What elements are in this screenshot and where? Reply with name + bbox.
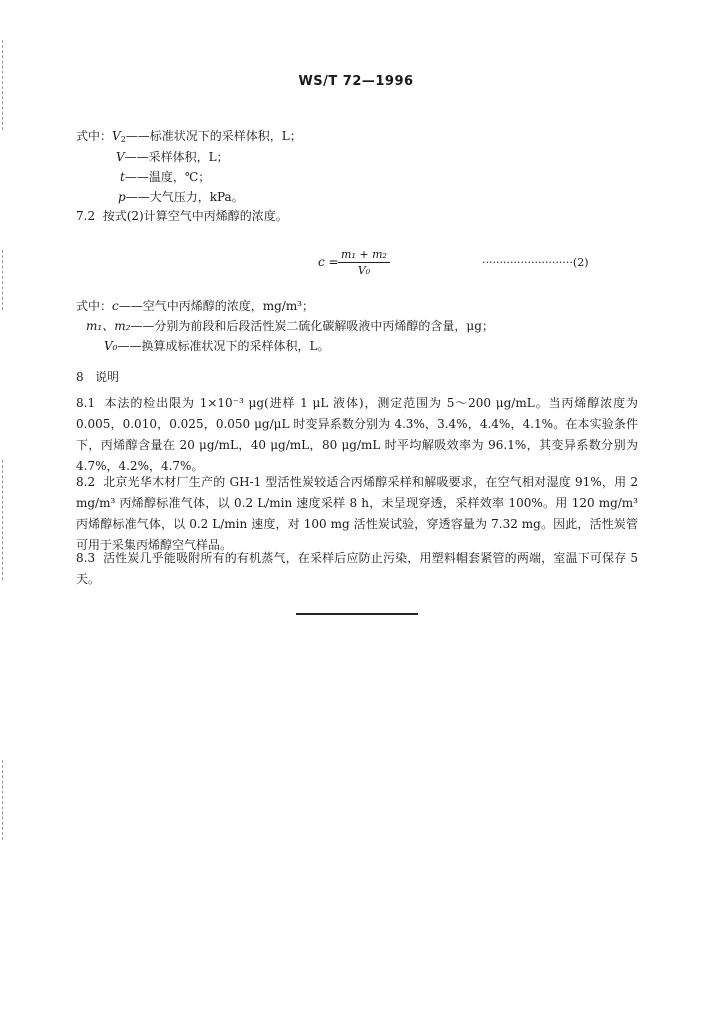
paragraph-text: 北京光华木材厂生产的 GH-1 型活性炭较适合丙烯醇采样和解吸要求，在空气相对湿度 91%，用 2 mg/m³ 丙烯醇标准气体，以 0.2 L/min 速度采样 8 h，未呈现穿透，采样效率 100%。用 120 mg/m³ 丙烯醇标准气体，以 0.2 L/min 速度，对 100 mg 活性炭试验，穿透容量为 7.32 mg。因此，活性炭管可用于采集丙烯醇空气样品。 [76, 475, 638, 552]
variable-symbol: t [120, 170, 125, 184]
scan-edge-mark [2, 250, 3, 310]
variable-description: ——分别为前段和后段活性炭二硫化碳解吸液中丙烯醇的含量，μg； [130, 319, 494, 333]
definition-line [76, 128, 302, 148]
formula-denominator: V₀ [357, 264, 371, 277]
section-7-2 [76, 208, 288, 224]
paragraph-8-2 [76, 472, 638, 556]
standard-number-header: WS/T 72—1996 [298, 74, 414, 89]
variable-subscript: 2 [120, 135, 126, 144]
variable-description: ——大气压力，kPa。 [125, 190, 244, 204]
definition-line [120, 169, 210, 185]
definition-intro: 式中： [76, 299, 113, 313]
definition-line [116, 149, 229, 165]
scan-edge-mark [2, 760, 3, 840]
variable-symbol: V [112, 129, 121, 143]
end-divider [296, 613, 418, 615]
section-title: 说明 [95, 370, 120, 384]
definition-intro: 式中： [76, 129, 113, 143]
definition-line [86, 318, 494, 334]
formula-numerator: m₁ + m₂ [338, 248, 390, 263]
section-text: 按式(2)计算空气中丙烯醇的浓度。 [102, 209, 288, 223]
formula-fraction [338, 248, 390, 277]
section-8-heading [76, 369, 119, 385]
section-number: 8 [76, 370, 84, 384]
paragraph-8-1 [76, 393, 638, 477]
definition-line [76, 298, 314, 314]
scan-edge-mark [2, 460, 3, 580]
definition-line [104, 338, 329, 354]
variable-description: ——采样体积，L； [124, 150, 229, 164]
paragraph-number: 8.2 [76, 475, 96, 489]
section-number: 7.2 [76, 209, 96, 223]
definition-line [118, 189, 244, 205]
variable-description: ——标准状况下的采样体积，L； [125, 129, 302, 143]
formula-lhs [318, 255, 339, 269]
variable-description: ——空气中丙烯醇的浓度，mg/m³； [118, 299, 315, 313]
variable-description: ——温度，℃； [124, 170, 211, 184]
variable-symbol: m₁、m₂ [86, 319, 131, 333]
variable-symbol: c [112, 299, 119, 313]
formula-lhs-text: c = [318, 255, 339, 269]
paragraph-8-3 [76, 548, 638, 590]
formula-number: ··························(2) [482, 256, 589, 269]
paragraph-text: 活性炭几乎能吸附所有的有机蒸气，在采样后应防止污染，用塑料帽套紧管的两端，室温下可保存 5 天。 [76, 551, 638, 586]
paragraph-number: 8.3 [76, 551, 96, 565]
paragraph-number: 8.1 [76, 396, 96, 410]
variable-symbol: V₀ [104, 339, 118, 353]
variable-symbol: p [118, 190, 126, 204]
paragraph-text: 本法的检出限为 1×10⁻³ μg(进样 1 μL 液体)，测定范围为 5～200 μg/mL。当丙烯醇浓度为 0.005，0.010，0.025，0.050 μg/μL 时变异系数分别为 4.3%，3.4%，4.4%，4.1%。在本实验条件下，丙烯醇含量在 20 μg/mL，40 μg/mL，80 μg/mL 时平均解吸效率为 96.1%，其变异系数分别为 4.7%，4.2%，4.7%。 [76, 396, 638, 473]
variable-symbol: V [116, 150, 125, 164]
variable-description: ——换算成标准状况下的采样体积，L。 [117, 339, 330, 353]
